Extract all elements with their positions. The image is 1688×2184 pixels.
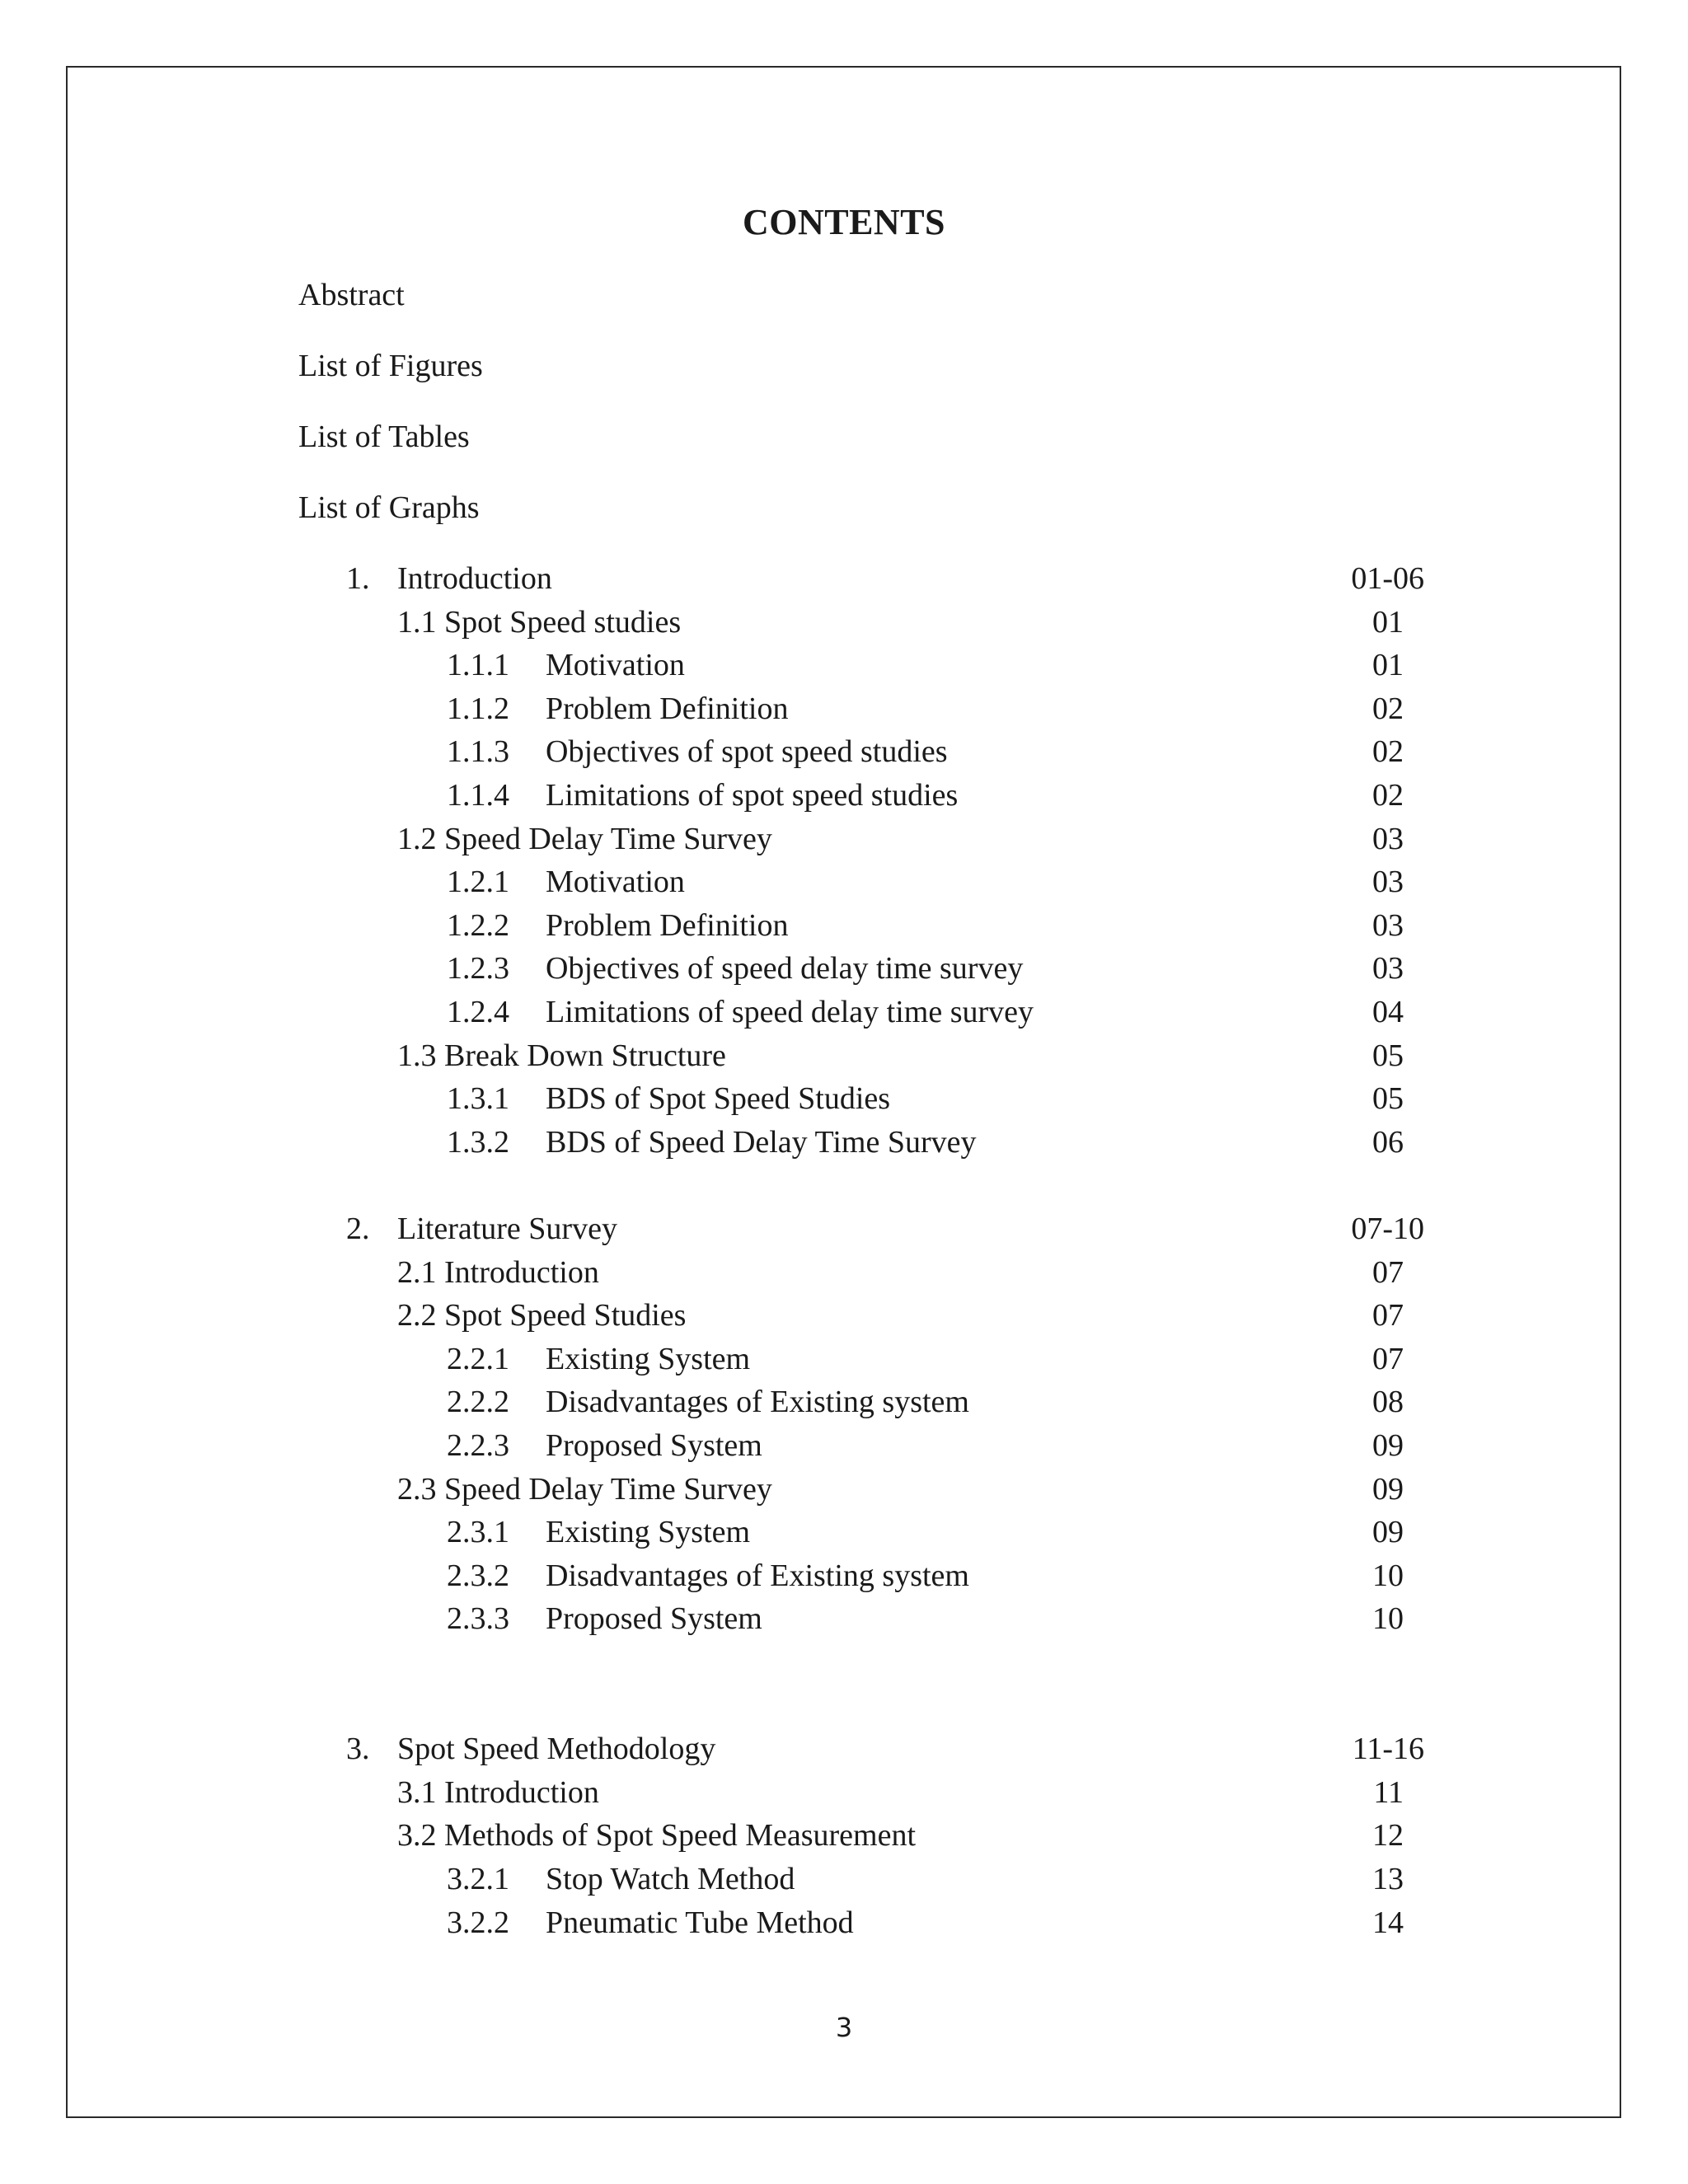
toc-entry-title: 3.1 Introduction: [397, 1775, 599, 1810]
toc-entry-number: 2.2.1: [447, 1342, 509, 1376]
toc-entry-number: 1.: [346, 561, 370, 596]
toc-entry-level-3: [0, 1511, 1688, 1554]
toc-entry-title: Introduction: [397, 561, 552, 596]
toc-entry-title: 2.1 Introduction: [397, 1255, 599, 1290]
toc-entry-level-3: [0, 1338, 1688, 1380]
toc-entry-page: 09: [1372, 1472, 1404, 1507]
toc-entry-title: Objectives of spot speed studies: [546, 734, 948, 769]
toc-entry-title: 2.3 Speed Delay Time Survey: [397, 1472, 772, 1507]
toc-entry-number: 1.2.4: [447, 995, 509, 1029]
toc-entry-number: 1.3.1: [447, 1081, 509, 1116]
toc-entry-page: 06: [1372, 1125, 1404, 1160]
toc-entry-title: Stop Watch Method: [546, 1862, 795, 1896]
toc-entry-number: 2.2.3: [447, 1428, 509, 1463]
toc-entry-title: 3.2 Methods of Spot Speed Measurement: [397, 1818, 917, 1853]
toc-entry-number: 1.1.3: [447, 734, 509, 769]
toc-entry-level-3: [0, 1597, 1688, 1640]
toc-entry-number: 1.2.1: [447, 865, 509, 899]
toc-entry-page: 01: [1372, 605, 1404, 640]
toc-entry-title: Existing System: [546, 1342, 751, 1376]
toc-entry-level-3: [0, 1424, 1688, 1467]
toc-entry-page: 09: [1372, 1428, 1404, 1463]
toc-entry-level-3: [0, 1858, 1688, 1900]
toc-entry-title: Limitations of spot speed studies: [546, 778, 959, 813]
toc-entry-page: 09: [1372, 1515, 1404, 1549]
toc-entry-title: 1.1 Spot Speed studies: [397, 605, 682, 640]
toc-entry-page: 07-10: [1351, 1212, 1424, 1246]
toc-entry-page: 07: [1372, 1255, 1404, 1290]
front-matter-list-of-figures: List of Figures: [298, 349, 483, 383]
toc-entry-level-3: [0, 730, 1688, 773]
toc-entry-page: 03: [1372, 908, 1404, 943]
toc-entry-title: Motivation: [546, 865, 685, 899]
toc-entry-page: 03: [1372, 951, 1404, 986]
toc-entry-level-3: [0, 991, 1688, 1033]
toc-entry-page: 12: [1372, 1818, 1404, 1853]
toc-entry-page: 03: [1372, 865, 1404, 899]
toc-entry-level-3: [0, 860, 1688, 903]
toc-entry-level-3: [0, 1380, 1688, 1423]
page-title: CONTENTS: [742, 202, 946, 242]
toc-entry-level-3: [0, 1901, 1688, 1944]
toc-entry-page: 14: [1372, 1905, 1404, 1940]
toc-entry-level-2: [0, 1814, 1688, 1857]
toc-entry-number: 2.3.2: [447, 1558, 509, 1593]
toc-entry-level-3: [0, 1554, 1688, 1597]
front-matter-abstract: Abstract: [298, 278, 405, 312]
toc-entry-level-3: [0, 1077, 1688, 1120]
toc-entry-level-1: [0, 1207, 1688, 1250]
toc-entry-title: 1.2 Speed Delay Time Survey: [397, 822, 772, 856]
toc-entry-number: 1.2.3: [447, 951, 509, 986]
toc-entry-title: Problem Definition: [546, 908, 789, 943]
toc-entry-number: 2.3.1: [447, 1515, 509, 1549]
toc-entry-title: BDS of Spot Speed Studies: [546, 1081, 891, 1116]
toc-entry-page: 10: [1372, 1558, 1404, 1593]
toc-entry-level-2: [0, 601, 1688, 644]
toc-entry-page: 02: [1372, 734, 1404, 769]
toc-entry-number: 1.1.2: [447, 691, 509, 726]
toc-entry-title: 2.2 Spot Speed Studies: [397, 1298, 687, 1333]
toc-entry-level-1: [0, 557, 1688, 600]
toc-entry-title: Limitations of speed delay time survey: [546, 995, 1034, 1029]
toc-entry-page: 07: [1372, 1298, 1404, 1333]
toc-entry-title: Literature Survey: [397, 1212, 617, 1246]
toc-entry-page: 02: [1372, 691, 1404, 726]
toc-entry-level-2: [0, 1034, 1688, 1077]
toc-entry-title: Disadvantages of Existing system: [546, 1558, 969, 1593]
toc-entry-title: Existing System: [546, 1515, 751, 1549]
front-matter-list-of-graphs: List of Graphs: [298, 490, 480, 525]
toc-entry-page: 01: [1372, 648, 1404, 682]
toc-entry-number: 1.1.4: [447, 778, 509, 813]
page-number: 3: [835, 2012, 853, 2043]
toc-entry-level-3: [0, 947, 1688, 990]
toc-entry-page: 04: [1372, 995, 1404, 1029]
toc-entry-title: Pneumatic Tube Method: [546, 1905, 854, 1940]
toc-entry-level-3: [0, 1121, 1688, 1164]
toc-entry-page: 08: [1372, 1385, 1404, 1419]
toc-entry-title: BDS of Speed Delay Time Survey: [546, 1125, 977, 1160]
toc-entry-page: 10: [1372, 1601, 1404, 1636]
toc-entry-page: 02: [1372, 778, 1404, 813]
toc-entry-page: 11-16: [1352, 1732, 1424, 1766]
toc-entry-page: 11: [1373, 1775, 1404, 1810]
toc-entry-level-2: [0, 1771, 1688, 1814]
toc-entry-page: 03: [1372, 822, 1404, 856]
toc-entry-level-1: [0, 1727, 1688, 1770]
toc-entry-level-2: [0, 1294, 1688, 1337]
toc-entry-title: Objectives of speed delay time survey: [546, 951, 1024, 986]
toc-entry-title: Disadvantages of Existing system: [546, 1385, 969, 1419]
toc-entry-number: 3.2.2: [447, 1905, 509, 1940]
toc-entry-level-2: [0, 818, 1688, 860]
toc-entry-title: Problem Definition: [546, 691, 789, 726]
toc-entry-number: 2.2.2: [447, 1385, 509, 1419]
toc-entry-level-2: [0, 1251, 1688, 1294]
front-matter-list-of-tables: List of Tables: [298, 419, 470, 454]
toc-entry-number: 2.: [346, 1212, 370, 1246]
toc-entry-title: Motivation: [546, 648, 685, 682]
toc-entry-number: 3.: [346, 1732, 370, 1766]
toc-entry-number: 1.2.2: [447, 908, 509, 943]
toc-entry-page: 05: [1372, 1038, 1404, 1073]
toc-entry-page: 01-06: [1351, 561, 1424, 596]
toc-entry-title: 1.3 Break Down Structure: [397, 1038, 726, 1073]
toc-entry-page: 05: [1372, 1081, 1404, 1116]
toc-entry-number: 1.1.1: [447, 648, 509, 682]
toc-entry-level-3: [0, 687, 1688, 730]
toc-entry-level-2: [0, 1468, 1688, 1511]
toc-entry-title: Spot Speed Methodology: [397, 1732, 716, 1766]
toc-entry-level-3: [0, 904, 1688, 947]
toc-entry-number: 2.3.3: [447, 1601, 509, 1636]
toc-entry-number: 1.3.2: [447, 1125, 509, 1160]
toc-entry-page: 07: [1372, 1342, 1404, 1376]
toc-entry-level-3: [0, 644, 1688, 687]
toc-entry-level-3: [0, 774, 1688, 817]
toc-entry-title: Proposed System: [546, 1428, 762, 1463]
toc-entry-page: 13: [1372, 1862, 1404, 1896]
toc-entry-number: 3.2.1: [447, 1862, 509, 1896]
toc-entry-title: Proposed System: [546, 1601, 762, 1636]
